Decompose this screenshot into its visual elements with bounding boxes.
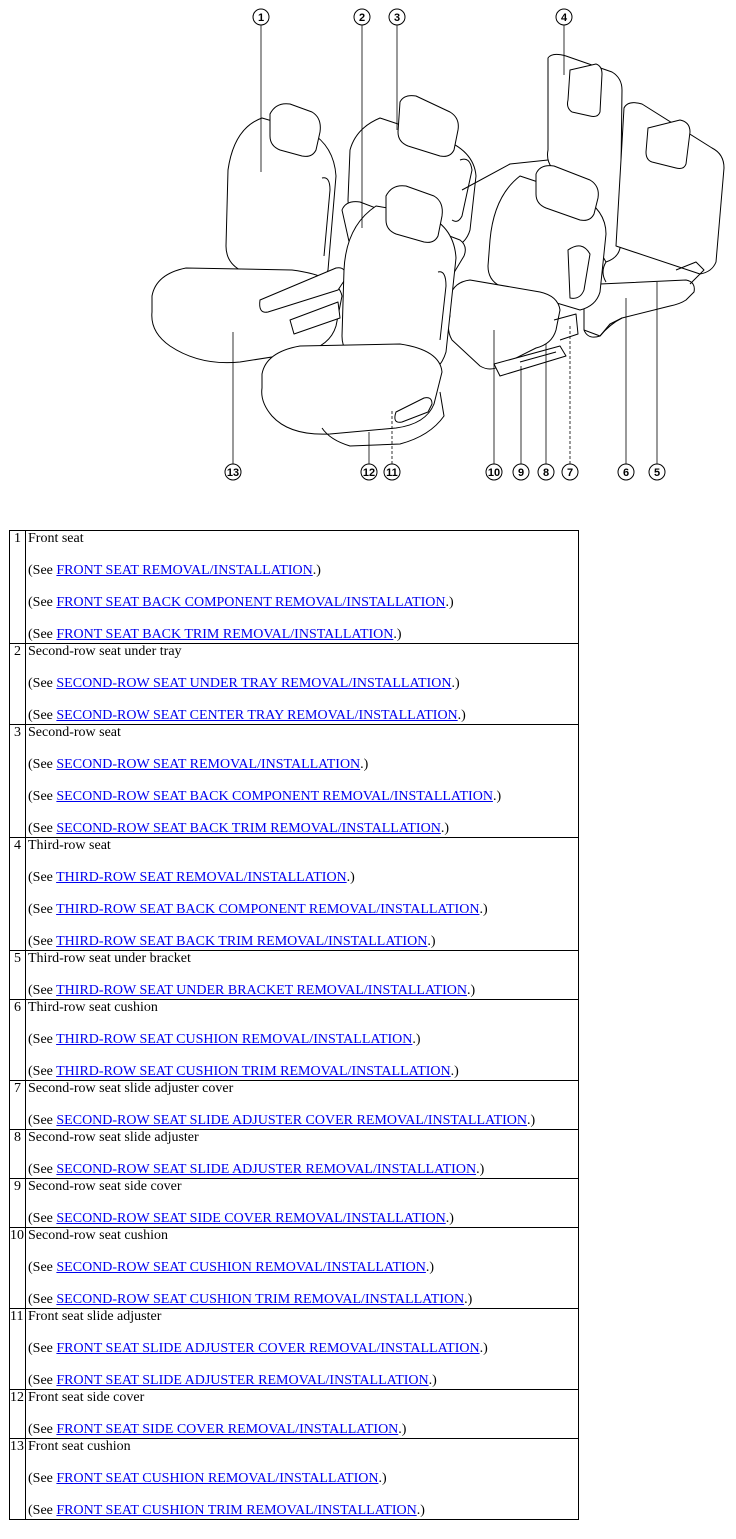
reference-prefix: (See	[28, 1260, 57, 1275]
table-row	[10, 1390, 579, 1439]
part-name: Third-row seat cushion	[28, 1000, 158, 1015]
callout-12	[361, 464, 377, 480]
reference-suffix: .)	[479, 902, 488, 917]
reference-prefix: (See	[28, 902, 57, 917]
part-description	[26, 1081, 579, 1130]
reference-prefix: (See	[28, 1162, 57, 1177]
part-number: 9	[10, 1179, 26, 1228]
part-number: 4	[10, 838, 26, 951]
part-name: Front seat	[28, 531, 84, 546]
reference-prefix: (See	[28, 1211, 57, 1226]
reference-prefix: (See	[28, 563, 57, 578]
procedure-link[interactable]: FRONT SEAT SLIDE ADJUSTER REMOVAL/INSTALLATION	[56, 1373, 429, 1388]
callout-7	[562, 464, 578, 480]
procedure-link[interactable]: FRONT SEAT BACK COMPONENT REMOVAL/INSTALLATION	[56, 595, 446, 610]
svg-text:2: 2	[358, 12, 366, 24]
svg-text:4: 4	[560, 12, 568, 24]
procedure-link[interactable]: FRONT SEAT REMOVAL/INSTALLATION	[56, 563, 313, 578]
reference-prefix: (See	[28, 1422, 57, 1437]
procedure-link[interactable]: SECOND-ROW SEAT CUSHION TRIM REMOVAL/INSTALLATION	[56, 1292, 465, 1307]
reference-prefix: (See	[28, 1113, 57, 1128]
part-description	[26, 951, 579, 1000]
reference-prefix: (See	[28, 708, 57, 723]
part-name: Second-row seat slide adjuster cover	[28, 1081, 234, 1096]
reference-line	[28, 595, 578, 611]
part-number: 8	[10, 1130, 26, 1179]
reference-prefix: (See	[28, 1373, 57, 1388]
svg-text:8: 8	[542, 467, 550, 479]
part-number: 10	[10, 1228, 26, 1309]
procedure-link[interactable]: THIRD-ROW SEAT UNDER BRACKET REMOVAL/INSTALLATION	[56, 983, 467, 998]
part-number: 11	[10, 1309, 26, 1390]
callout-4	[556, 9, 572, 25]
reference-prefix: (See	[28, 676, 57, 691]
part-description	[26, 725, 579, 838]
reference-prefix: (See	[28, 1292, 57, 1307]
procedure-link[interactable]: SECOND-ROW SEAT CUSHION REMOVAL/INSTALLATION	[56, 1260, 426, 1275]
reference-line	[28, 902, 578, 918]
callout-11	[384, 464, 400, 480]
table-row	[10, 1081, 579, 1130]
table-row	[10, 838, 579, 951]
part-name: Second-row seat slide adjuster	[28, 1130, 199, 1145]
reference-prefix: (See	[28, 821, 57, 836]
part-name: Second-row seat side cover	[28, 1179, 182, 1194]
reference-line	[28, 821, 578, 837]
callout-5	[649, 464, 665, 480]
svg-text:11: 11	[386, 467, 398, 479]
reference-suffix: .)	[479, 1341, 488, 1356]
procedure-link[interactable]: FRONT SEAT BACK TRIM REMOVAL/INSTALLATION	[56, 627, 394, 642]
procedure-link[interactable]: THIRD-ROW SEAT BACK COMPONENT REMOVAL/INSTALLATION	[56, 902, 480, 917]
reference-suffix: .)	[440, 821, 449, 836]
reference-line	[28, 983, 578, 999]
reference-suffix: .)	[445, 595, 454, 610]
reference-suffix: .)	[445, 1211, 454, 1226]
procedure-link[interactable]: FRONT SEAT CUSHION TRIM REMOVAL/INSTALLATION	[56, 1503, 417, 1518]
part-name: Front seat slide adjuster	[28, 1309, 162, 1324]
reference-line	[28, 676, 578, 692]
reference-line	[28, 1422, 578, 1438]
table-row	[10, 1439, 579, 1520]
procedure-link[interactable]: SECOND-ROW SEAT SLIDE ADJUSTER REMOVAL/INSTALLATION	[56, 1162, 477, 1177]
procedure-link[interactable]: SECOND-ROW SEAT UNDER TRAY REMOVAL/INSTALLATION	[56, 676, 452, 691]
table-row	[10, 1309, 579, 1390]
callout-10	[486, 464, 502, 480]
reference-line	[28, 1471, 578, 1487]
reference-prefix: (See	[28, 789, 57, 804]
reference-line	[28, 870, 578, 886]
part-description	[26, 1179, 579, 1228]
callout-9	[513, 464, 529, 480]
callout-1	[253, 9, 269, 25]
procedure-link[interactable]: SECOND-ROW SEAT BACK COMPONENT REMOVAL/INSTALLATION	[56, 789, 493, 804]
reference-line	[28, 1032, 578, 1048]
procedure-link[interactable]: THIRD-ROW SEAT CUSHION TRIM REMOVAL/INSTALLATION	[56, 1064, 451, 1079]
part-name: Second-row seat cushion	[28, 1228, 168, 1243]
table-row	[10, 1179, 579, 1228]
reference-suffix: .)	[457, 708, 466, 723]
svg-text:9: 9	[517, 467, 525, 479]
svg-text:3: 3	[393, 12, 401, 24]
part-description	[26, 1228, 579, 1309]
svg-text:6: 6	[622, 467, 630, 479]
part-description	[26, 1390, 579, 1439]
reference-prefix: (See	[28, 757, 57, 772]
callout-6	[618, 464, 634, 480]
reference-suffix: .)	[492, 789, 502, 804]
procedure-link[interactable]: THIRD-ROW SEAT REMOVAL/INSTALLATION	[56, 870, 347, 885]
part-name: Front seat side cover	[28, 1390, 145, 1405]
table-row	[10, 531, 579, 644]
callout-2	[354, 9, 370, 25]
parts-reference-table	[9, 530, 579, 1520]
reference-suffix: .)	[464, 1292, 473, 1307]
reference-suffix: .)	[450, 1064, 459, 1079]
part-description	[26, 838, 579, 951]
svg-text:7: 7	[566, 467, 574, 479]
reference-prefix: (See	[28, 1341, 57, 1356]
table-row	[10, 951, 579, 1000]
part-number: 7	[10, 1081, 26, 1130]
front-seat-drawing	[152, 104, 346, 363]
reference-line	[28, 789, 578, 805]
reference-prefix: (See	[28, 1064, 57, 1079]
reference-line	[28, 563, 578, 579]
reference-suffix: .)	[466, 983, 476, 998]
reference-suffix: .)	[425, 1260, 435, 1275]
reference-line	[28, 1341, 578, 1357]
reference-line	[28, 757, 578, 773]
procedure-link[interactable]: SECOND-ROW SEAT BACK TRIM REMOVAL/INSTALLATION	[56, 821, 441, 836]
part-name: Third-row seat under bracket	[28, 951, 191, 966]
part-description	[26, 1130, 579, 1179]
reference-prefix: (See	[28, 870, 57, 885]
svg-text:5: 5	[653, 467, 661, 479]
procedure-link[interactable]: SECOND-ROW SEAT SLIDE ADJUSTER COVER REMOVAL/INSTALLATION	[56, 1113, 528, 1128]
reference-prefix: (See	[28, 1471, 57, 1486]
reference-prefix: (See	[28, 1503, 57, 1518]
part-description	[26, 531, 579, 644]
callout-13	[225, 464, 241, 480]
part-number: 13	[10, 1439, 26, 1520]
reference-suffix: .)	[312, 563, 321, 578]
table-row	[10, 644, 579, 725]
reference-suffix: .)	[412, 1032, 421, 1047]
svg-text:1: 1	[257, 12, 265, 24]
part-name: Second-row seat under tray	[28, 644, 182, 659]
reference-prefix: (See	[28, 934, 57, 949]
procedure-link[interactable]: FRONT SEAT SLIDE ADJUSTER COVER REMOVAL/INSTALLATION	[56, 1341, 480, 1356]
reference-line	[28, 1113, 578, 1129]
reference-suffix: .)	[360, 757, 369, 772]
reference-suffix: .)	[346, 870, 355, 885]
procedure-link[interactable]: THIRD-ROW SEAT CUSHION REMOVAL/INSTALLATION	[56, 1032, 413, 1047]
reference-suffix: .)	[416, 1503, 425, 1518]
part-number: 3	[10, 725, 26, 838]
part-number: 6	[10, 1000, 26, 1081]
part-name: Third-row seat	[28, 838, 111, 853]
reference-line	[28, 627, 578, 643]
part-number: 12	[10, 1390, 26, 1439]
reference-suffix: .)	[428, 1373, 437, 1388]
reference-suffix: .)	[398, 1422, 407, 1437]
part-description	[26, 1309, 579, 1390]
svg-text:12: 12	[362, 467, 376, 479]
reference-suffix: .)	[393, 627, 402, 642]
procedure-link[interactable]: FRONT SEAT CUSHION REMOVAL/INSTALLATION	[56, 1471, 379, 1486]
reference-line	[28, 708, 578, 724]
callout-8	[538, 464, 554, 480]
reference-prefix: (See	[28, 627, 57, 642]
reference-line	[28, 1292, 578, 1308]
table-row	[10, 1228, 579, 1309]
table-row	[10, 1000, 579, 1081]
part-number: 5	[10, 951, 26, 1000]
procedure-link[interactable]: SECOND-ROW SEAT SIDE COVER REMOVAL/INSTALLATION	[56, 1211, 446, 1226]
procedure-link[interactable]: THIRD-ROW SEAT BACK TRIM REMOVAL/INSTALLATION	[56, 934, 428, 949]
reference-line	[28, 1064, 578, 1080]
seat-components-diagram	[0, 0, 736, 500]
part-name: Front seat cushion	[28, 1439, 131, 1454]
reference-prefix: (See	[28, 983, 57, 998]
reference-suffix: .)	[451, 676, 460, 691]
reference-suffix: .)	[527, 1113, 536, 1128]
table-row	[10, 1130, 579, 1179]
table-row	[10, 725, 579, 838]
reference-suffix: .)	[476, 1162, 485, 1177]
procedure-link[interactable]: SECOND-ROW SEAT REMOVAL/INSTALLATION	[56, 757, 361, 772]
reference-suffix: .)	[427, 934, 436, 949]
callout-3	[389, 9, 405, 25]
svg-text:13: 13	[226, 467, 240, 479]
reference-line	[28, 1373, 578, 1389]
procedure-link[interactable]: SECOND-ROW SEAT CENTER TRAY REMOVAL/INSTALLATION	[56, 708, 458, 723]
part-number: 1	[10, 531, 26, 644]
procedure-link[interactable]: FRONT SEAT SIDE COVER REMOVAL/INSTALLATION	[56, 1422, 399, 1437]
part-number: 2	[10, 644, 26, 725]
reference-prefix: (See	[28, 1032, 57, 1047]
part-name: Second-row seat	[28, 725, 121, 740]
part-description	[26, 644, 579, 725]
reference-line	[28, 934, 578, 950]
reference-prefix: (See	[28, 595, 57, 610]
reference-suffix: .)	[378, 1471, 387, 1486]
reference-line	[28, 1162, 578, 1178]
reference-line	[28, 1260, 578, 1276]
part-description	[26, 1439, 579, 1520]
part-description	[26, 1000, 579, 1081]
svg-text:10: 10	[487, 467, 501, 479]
reference-line	[28, 1503, 578, 1519]
reference-line	[28, 1211, 578, 1227]
